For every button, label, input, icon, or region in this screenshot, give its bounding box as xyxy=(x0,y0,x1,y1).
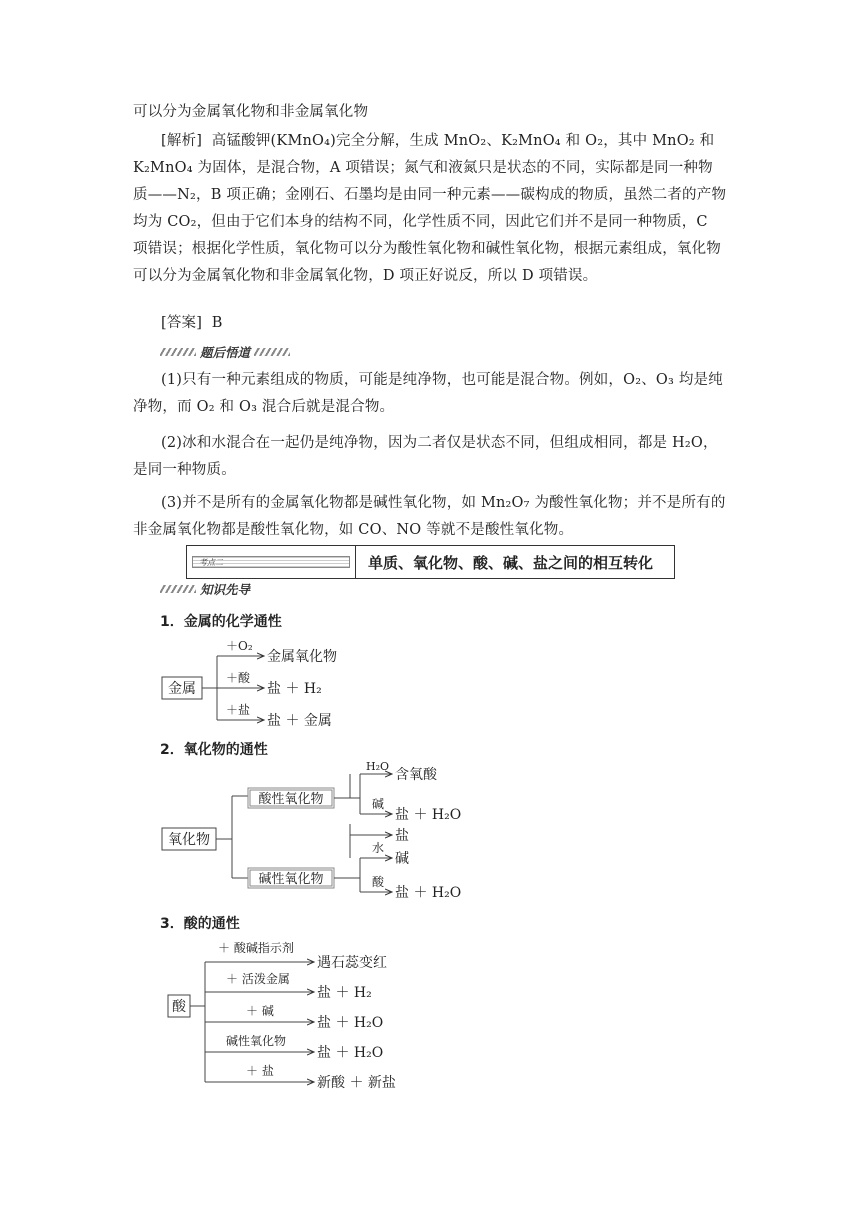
section-header-box xyxy=(186,545,675,579)
branch-result: 盐 ＋ 金属 xyxy=(267,713,332,729)
diagram2-heading: 2．氧化物的通性 xyxy=(160,742,268,758)
acidic-oxide-label: 酸性氧化物 xyxy=(258,792,324,807)
branch-label: 水 xyxy=(372,841,385,855)
branch-label: 碱 xyxy=(372,797,385,811)
branch-label: ＋ 盐 xyxy=(246,1064,274,1078)
acid-root-label: 酸 xyxy=(172,999,186,1015)
branch-label: ＋ 活泼金属 xyxy=(226,972,290,986)
branch-result: 金属氧化物 xyxy=(267,649,337,665)
branch-result: 碱 xyxy=(395,851,409,867)
branch-result: 盐 ＋ H₂O xyxy=(317,1045,384,1061)
branch-result: 盐 ＋ H₂O xyxy=(317,1015,384,1031)
summary-bar-title: 题后悟道 xyxy=(200,345,251,360)
analysis-label: [解析] xyxy=(161,133,203,149)
branch-result: 盐 ＋ H₂ xyxy=(267,681,322,697)
metal-properties-diagram xyxy=(160,636,380,732)
stripe-decoration xyxy=(160,348,196,356)
answer-value: B xyxy=(211,315,223,331)
diagram3-heading: 3．酸的通性 xyxy=(160,916,240,932)
middle-result: 盐 xyxy=(395,828,409,844)
analysis-paragraph xyxy=(133,128,727,290)
metal-root-label: 金属 xyxy=(168,681,196,697)
branch-result: 盐 ＋ H₂O xyxy=(395,807,462,823)
basic-oxide-label: 碱性氧化物 xyxy=(258,872,324,887)
diagram1-heading: 1．金属的化学通性 xyxy=(160,614,282,630)
branch-label: ＋盐 xyxy=(226,703,251,717)
summary-bar xyxy=(160,343,290,361)
section-tag-cell xyxy=(187,546,356,578)
answer-label: [答案] xyxy=(161,315,203,331)
acid-properties-diagram xyxy=(160,936,420,1096)
knowledge-bar-title: 知识先导 xyxy=(200,582,251,597)
note-2: (2)冰和水混合在一起仍是纯净物，因为二者仅是状态不同，但组成相同，都是 H₂O，是同一种物质。 xyxy=(133,435,718,478)
branch-result: 盐 ＋ H₂ xyxy=(317,985,372,1001)
section-tag: 考点二 xyxy=(192,556,350,568)
branch-label: ＋ 酸碱指示剂 xyxy=(218,941,294,955)
branch-label: ＋ 碱 xyxy=(246,1004,274,1018)
branch-label: 碱性氧化物 xyxy=(226,1034,287,1048)
branch-label: 酸 xyxy=(372,875,385,889)
branch-label: ＋酸 xyxy=(226,671,251,685)
branch-result: 含氧酸 xyxy=(395,767,437,783)
branch-label: H₂O xyxy=(366,762,390,773)
stripe-decoration xyxy=(254,348,290,356)
oxide-root-label: 氧化物 xyxy=(168,832,210,848)
branch-result: 遇石蕊变红 xyxy=(317,955,387,971)
answer-line xyxy=(133,310,727,337)
stripe-decoration xyxy=(160,585,196,593)
section-title: 单质、氧化物、酸、碱、盐之间的相互转化 xyxy=(368,553,654,572)
branch-result: 新酸 ＋ 新盐 xyxy=(317,1075,396,1091)
knowledge-bar xyxy=(160,580,254,598)
branch-result: 盐 ＋ H₂O xyxy=(395,885,462,901)
note-1: (1)只有一种元素组成的物质，可能是纯净物，也可能是混合物。例如，O₂、O₃ 均是纯净物，而 O₂ 和 O₃ 混合后就是混合物。 xyxy=(133,372,723,415)
continuation-line: 可以分为金属氧化物和非金属氧化物 xyxy=(133,104,369,120)
oxide-properties-diagram xyxy=(160,762,480,902)
analysis-text: 高锰酸钾(KMnO₄)完全分解，生成 MnO₂、K₂MnO₄ 和 O₂，其中 MnO₂ 和 K₂MnO₄ 为固体，是混合物，A 项错误；氮气和液氮只是状态的不同，实际都是同一种物质——N₂，B 项正确；金刚石、石墨均是由同一种元素——碳构成的物质，虽然二者的产物均为 CO₂，但由于它们本身的结构不同，化学性质不同，因此它们并不是同一种物质，C 项错误；根据化学性质，氧化物可以分为酸性氧化物和碱性氧化物，根据元素组成，氧化物可以分为金属氧化物和非金属氧化物，D 项正好说反，所以 D 项错误。 xyxy=(133,133,727,284)
branch-label: ＋O₂ xyxy=(226,639,253,653)
note-3: (3)并不是所有的金属氧化物都是碱性氧化物，如 Mn₂O₇ 为酸性氧化物；并不是所有的非金属氧化物都是酸性氧化物，如 CO、NO 等就不是酸性氧化物。 xyxy=(133,495,726,538)
